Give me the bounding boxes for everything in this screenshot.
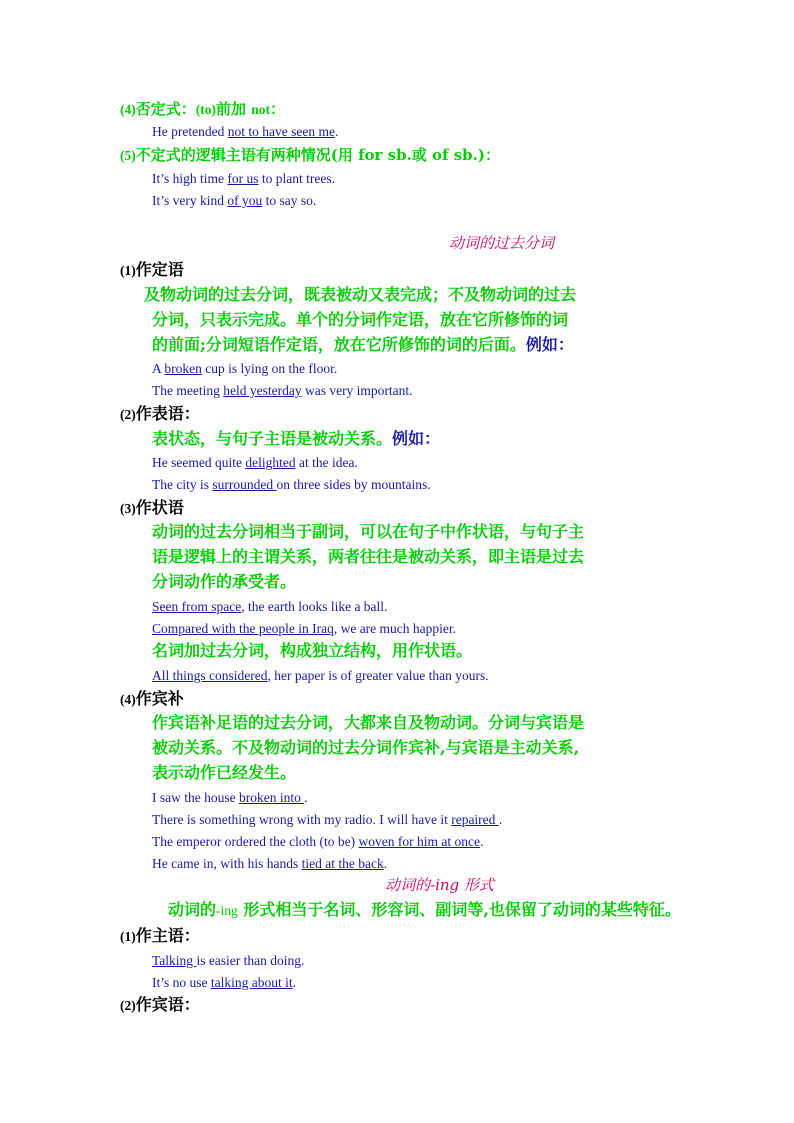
section-number: (3) [120, 501, 136, 516]
heading-text: 前加 [216, 100, 252, 118]
example-text: It’s no use [152, 975, 211, 990]
example-text: cup is lying on the floor. [201, 361, 338, 376]
example-text: He seemed quite [152, 455, 246, 470]
example-text: , the earth looks like a ball. [241, 599, 388, 614]
example-sentence [152, 600, 387, 614]
heading-text: 作表语： [135, 404, 200, 423]
section-object-complement-heading [120, 691, 184, 707]
paragraph-text: 表状态，与句子主语是被动关系。 [152, 429, 393, 448]
section-number: (5) [120, 148, 136, 163]
example-sentence [152, 362, 337, 376]
example-text: The city is [152, 477, 213, 492]
example-text: was very important. [301, 383, 413, 398]
section-logical-subject-heading [120, 147, 500, 163]
example-label: 例如： [392, 429, 441, 448]
example-sentence [152, 669, 489, 683]
section-number: (2) [120, 998, 136, 1013]
heading-text: 不定式的逻辑主语有两种情况(用 for sb.或 of sb.)： [135, 146, 500, 164]
example-sentence [152, 456, 358, 470]
example-sentence [152, 857, 387, 871]
paragraph-line: 名词加过去分词，构成独立结构，用作状语。 [152, 641, 473, 660]
heading-text: 作定语 [135, 260, 184, 279]
underlined-phrase: held yesterday [223, 383, 302, 398]
underlined-phrase: woven for him at once [358, 834, 481, 849]
paragraph-text: 的前面;分词短语作定语，放在它所修饰的词的后面。 [152, 335, 526, 354]
heading-text: 作主语： [135, 926, 200, 945]
section-predicative-heading [120, 406, 200, 422]
paragraph-text: 动词的 [168, 900, 217, 919]
example-text: He pretended [152, 124, 228, 139]
example-text: , her paper is of greater value than yours. [267, 668, 489, 683]
section-number: (4) [120, 692, 136, 707]
heading-text: 否定式： [135, 100, 196, 118]
example-sentence [152, 172, 335, 186]
underlined-phrase: for us [227, 171, 259, 186]
underlined-phrase: Compared with the people in Iraq [152, 621, 334, 636]
underlined-phrase: not to have seen me [227, 124, 335, 139]
section-object-heading [120, 997, 200, 1013]
paragraph-line: 动词的过去分词相当于副词，可以在句子中作状语，与句子主 [152, 522, 585, 541]
example-sentence [152, 194, 316, 208]
example-text: is easier than doing. [196, 953, 305, 968]
paragraph-line: 分词，只表示完成。单个的分词作定语，放在它所修饰的词 [152, 310, 569, 329]
heading-text: not [251, 102, 271, 117]
underlined-phrase: All things considered [152, 668, 268, 683]
example-text: to plant trees. [258, 171, 335, 186]
underlined-phrase: Seen from space [152, 599, 242, 614]
example-text: There is something wrong with my radio. I will have it [152, 812, 452, 827]
example-text: . [334, 124, 339, 139]
underlined-phrase: talking about it [210, 975, 293, 990]
ing-intro-paragraph [168, 902, 681, 918]
paragraph-line: 分词动作的承受者。 [152, 572, 297, 591]
example-text: He came in, with his hands [152, 856, 302, 871]
underlined-phrase: repaired [451, 812, 499, 827]
section-number: (4) [120, 102, 136, 117]
section-number: (1) [120, 263, 136, 278]
example-text: . [304, 790, 308, 805]
underlined-phrase: broken [164, 361, 202, 376]
example-text: to say so. [262, 193, 317, 208]
section-number: (1) [120, 929, 136, 944]
ing-form-heading: 动词的-ing 形式 [385, 876, 494, 894]
paragraph-line: 作宾语补足语的过去分词，大都来自及物动词。分词与宾语是 [152, 713, 585, 732]
heading-text: ： [270, 100, 286, 118]
section-number: (2) [120, 407, 136, 422]
example-text: It’s high time [152, 171, 228, 186]
underlined-phrase: delighted [245, 455, 296, 470]
example-text: . [292, 975, 296, 990]
section-negative-form-heading [120, 101, 285, 117]
example-text: , we are much happier. [333, 621, 457, 636]
paragraph-line [152, 337, 574, 353]
heading-text: 作宾补 [135, 689, 184, 708]
example-text: on three sides by mountains. [276, 477, 431, 492]
paragraph-text: 形式相当于名词、形容词、副词等,也保留了动词的某些特征。 [237, 900, 681, 919]
example-text: . [498, 812, 503, 827]
heading-text: 作状语 [135, 498, 184, 517]
example-text: . [480, 834, 484, 849]
paragraph-line: 被动关系。不及物动词的过去分词作宾补,与宾语是主动关系, [152, 738, 580, 757]
section-attribute-heading [120, 262, 184, 278]
example-text: The meeting [152, 383, 224, 398]
example-label: 例如： [525, 335, 574, 354]
underlined-phrase: surrounded [212, 477, 277, 492]
underlined-phrase: tied at the back [301, 856, 384, 871]
example-sentence [152, 791, 308, 805]
section-subject-heading [120, 928, 200, 944]
heading-text: 作宾语： [135, 995, 200, 1014]
example-sentence [152, 813, 502, 827]
heading-text: (to) [195, 102, 217, 117]
example-sentence [152, 835, 483, 849]
paragraph-line: 表示动作已经发生。 [152, 763, 297, 782]
example-sentence [152, 478, 431, 492]
section-adverbial-heading [120, 500, 184, 516]
example-text: at the idea. [295, 455, 358, 470]
example-text: The emperor ordered the cloth (to be) [152, 834, 359, 849]
paragraph-line: 及物动词的过去分词，既表被动又表完成；不及物动词的过去 [144, 285, 577, 304]
example-text: It’s very kind [152, 193, 228, 208]
example-sentence [152, 384, 413, 398]
example-text: A [152, 361, 165, 376]
example-sentence [152, 976, 296, 990]
paragraph-line: 语是逻辑上的主谓关系，两者往往是被动关系，即主语是过去 [152, 547, 585, 566]
paragraph-line [152, 431, 440, 447]
example-sentence [152, 622, 456, 636]
underlined-phrase: Talking [152, 953, 197, 968]
example-sentence [152, 125, 338, 139]
underlined-phrase: of you [227, 193, 263, 208]
past-participle-heading: 动词的过去分词 [449, 234, 555, 252]
example-text: . [383, 856, 388, 871]
paragraph-text: -ing [216, 903, 238, 918]
underlined-phrase: broken into [238, 790, 305, 805]
example-text: I saw the house [152, 790, 239, 805]
example-sentence [152, 954, 304, 968]
